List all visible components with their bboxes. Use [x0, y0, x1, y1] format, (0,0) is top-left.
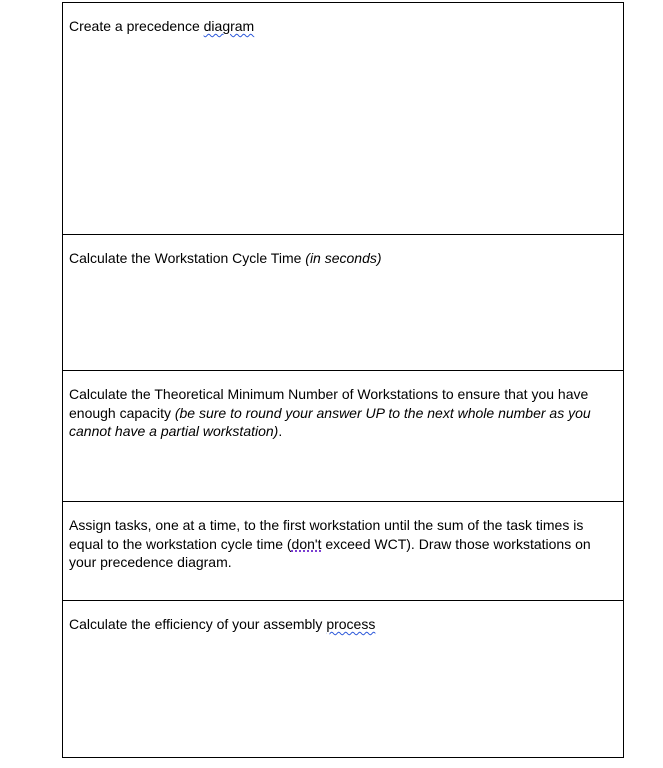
row-4-text-after: exceed WCT). Draw those workstations on your precedence diagram.: [69, 535, 591, 570]
row-3-tail: .: [278, 423, 283, 439]
row-3-text: Calculate the Theoretical Minimum Number of Workstations to ensure that you have enough capacity: [69, 386, 589, 421]
grammar-marked-word: don't: [291, 535, 322, 552]
worksheet-table: [62, 2, 624, 758]
cycle-time-cell[interactable]: [63, 235, 624, 371]
efficiency-cell[interactable]: [63, 601, 624, 758]
table-row: [63, 3, 624, 235]
minimum-workstations-cell[interactable]: [63, 371, 624, 502]
row-1-text: Create a precedence: [69, 18, 204, 34]
table-row: [63, 371, 624, 502]
row-5-text: Calculate the efficiency of your assembly: [69, 616, 327, 632]
table-row: [63, 235, 624, 371]
row-2-italic: (in seconds): [305, 250, 382, 266]
row-2-text: Calculate the Workstation Cycle Time: [69, 250, 306, 266]
table-row: [63, 502, 624, 601]
row-4-text-before: Assign tasks, one at a time, to the first workstation until the sum of the task times is equal to the workstation cycle time (: [69, 517, 584, 552]
table-row: [63, 601, 624, 758]
precedence-diagram-cell[interactable]: [63, 3, 624, 235]
spelling-marked-word: process: [326, 616, 376, 632]
spelling-marked-word: diagram: [203, 18, 255, 34]
row-3-italic: (be sure to round your answer UP to the next whole number as you cannot have a partial workstation): [69, 404, 591, 439]
assign-tasks-cell[interactable]: [63, 502, 624, 601]
